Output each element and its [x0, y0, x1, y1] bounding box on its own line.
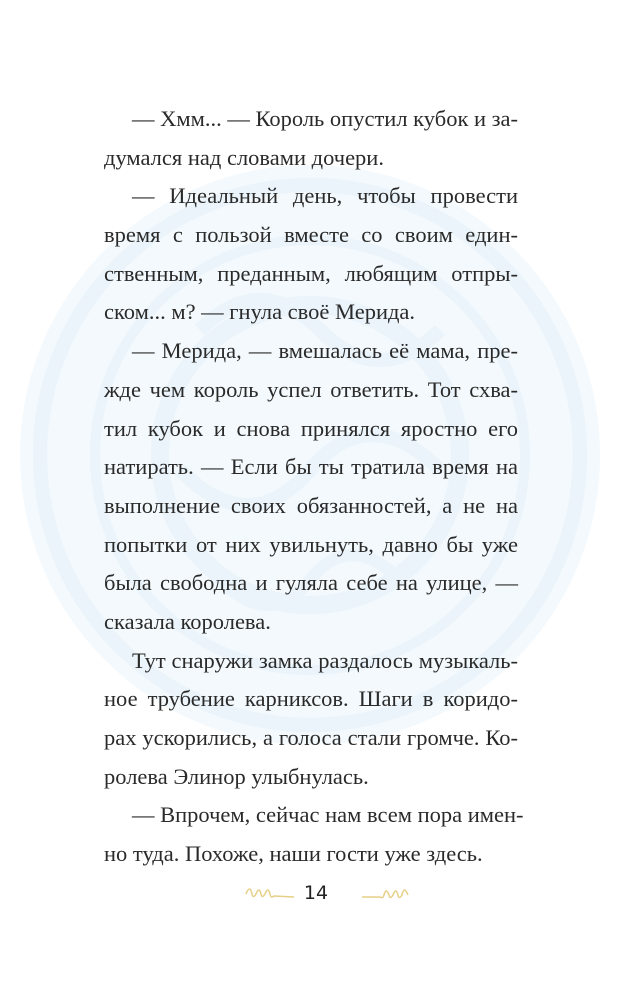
page-number: 14 — [303, 882, 329, 904]
text-line: тил кубок и снова принялся яростно его — [104, 415, 518, 441]
text-line: была свободна и гуляла себе на улице, — — [104, 570, 518, 596]
text-line: ное трубение карниксов. Шаги в коридо- — [104, 686, 518, 712]
right-swirl-ornament-icon — [360, 884, 412, 902]
text-line: думался над словами дочери. — [104, 144, 384, 170]
text-line: выполнение своих обязанностей, а не на — [104, 492, 518, 518]
body-text — [104, 100, 524, 874]
text-line: рах ускорились, а голоса стали громче. Ко- — [104, 725, 518, 750]
text-line: но туда. Похоже, наши гости уже здесь. — [104, 841, 483, 867]
text-line: ском... м? — гнула своё Мерида. — [104, 299, 416, 325]
text-line: Тут снаружи замка раздалось музыкаль- — [132, 647, 518, 673]
text-line: время с пользой вместе со своим един- — [104, 222, 518, 248]
text-line: — Идеальный день, чтобы провести — [132, 183, 518, 209]
text-line: попытки от них увильнуть, давно бы уже — [104, 531, 518, 557]
text-line: сказала королева. — [104, 608, 271, 634]
page-footer — [0, 878, 619, 908]
text-line: — Хмм... — Король опустил кубок и за- — [132, 106, 519, 131]
text-line: жде чем король успел ответить. Тот схва- — [104, 376, 518, 402]
text-line: натирать. — Если бы ты тратила время на — [104, 454, 518, 480]
text-line: — Впрочем, сейчас нам всем пора имен- — [132, 802, 524, 828]
text-line: ролева Элинор улыбнулась. — [104, 763, 369, 789]
text-line: — Мерида, — вмешалась её мама, пре- — [132, 338, 518, 364]
left-swirl-ornament-icon — [244, 884, 296, 902]
text-line: ственным, преданным, любящим отпры- — [104, 260, 518, 286]
